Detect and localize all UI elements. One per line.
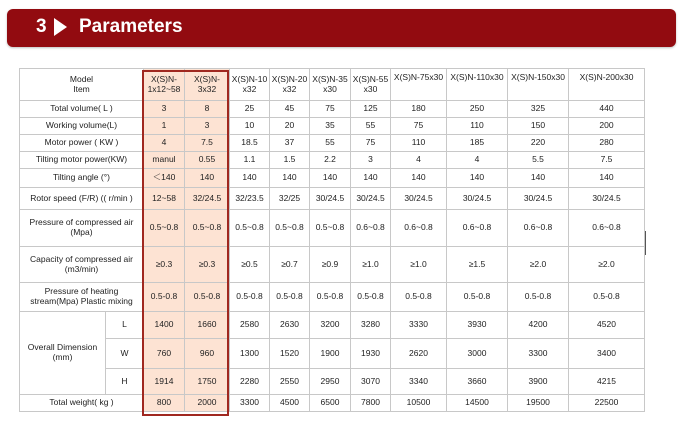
row-label: Pressure of compressed air (Mpa): [20, 210, 144, 247]
table-cell: 30/24.5: [508, 188, 569, 210]
table-cell: 4: [144, 135, 185, 152]
table-cell: 2620: [391, 339, 447, 369]
table-cell: 30/24.5: [447, 188, 508, 210]
table-cell: 0.5-0.8: [230, 283, 270, 312]
model-suffix: x30: [323, 83, 337, 94]
table-cell: 800: [144, 395, 185, 412]
table-cell: ≥0.3: [144, 247, 185, 283]
section-number: 3: [36, 16, 47, 37]
dimension-label: Overall Dimension (mm): [20, 312, 106, 395]
parameters-table: [19, 68, 645, 412]
table-cell: 0.5~0.8: [230, 210, 270, 247]
section-title: Parameters: [79, 16, 183, 37]
table-row: [20, 101, 645, 118]
table-cell: 32/24.5: [185, 188, 230, 210]
table-cell: 1750: [185, 369, 230, 395]
table-cell: 0.5-0.8: [185, 283, 230, 312]
table-cell: 3000: [447, 339, 508, 369]
table-cell: 0.5-0.8: [270, 283, 310, 312]
model-header-cell: [391, 69, 447, 101]
table-cell: ≥1.0: [391, 247, 447, 283]
table-cell: 0.6~0.8: [508, 210, 569, 247]
table-cell: 22500: [569, 395, 645, 412]
table-cell: 0.5-0.8: [447, 283, 508, 312]
table-cell: 1520: [270, 339, 310, 369]
table-cell: 150: [508, 118, 569, 135]
model-header-cell: [569, 69, 645, 101]
table-cell: 4: [447, 152, 508, 169]
table-cell: 7.5: [185, 135, 230, 152]
table-row: [20, 312, 645, 339]
table-cell: 32/23.5: [230, 188, 270, 210]
table-cell: 30/24.5: [310, 188, 351, 210]
model-header-cell: [144, 69, 185, 101]
table-cell: 140: [351, 169, 391, 188]
table-cell: 3660: [447, 369, 508, 395]
header-cell-model-item: [20, 69, 144, 101]
model-header-cell: [351, 69, 391, 101]
table-cell: 960: [185, 339, 230, 369]
table-cell: 4520: [569, 312, 645, 339]
table-cell: 1.5: [270, 152, 310, 169]
row-label: Rotor speed (F/R) (( r/min ): [20, 188, 144, 210]
table-cell: 0.5-0.8: [569, 283, 645, 312]
table-row: [20, 247, 645, 283]
table-cell: 75: [351, 135, 391, 152]
model-suffix: 3x32: [197, 83, 217, 94]
table-cell: 75: [310, 101, 351, 118]
table-cell: 30/24.5: [351, 188, 391, 210]
table-cell: 0.5-0.8: [391, 283, 447, 312]
row-label: Total weight( kg ): [20, 395, 144, 412]
table-cell: ≥1.5: [447, 247, 508, 283]
model-header-cell: [230, 69, 270, 101]
table-cell: 4215: [569, 369, 645, 395]
table-cell: ≥2.0: [569, 247, 645, 283]
table-cell: manul: [144, 152, 185, 169]
table-cell: 0.6~0.8: [351, 210, 391, 247]
table-cell: 3: [185, 118, 230, 135]
table-cell: 18.5: [230, 135, 270, 152]
play-arrow-icon: [54, 18, 67, 36]
model-name: X(S)N-75x30: [393, 72, 444, 82]
row-label: Working volume(L): [20, 118, 144, 135]
table-cell: 280: [569, 135, 645, 152]
table-cell: 1660: [185, 312, 230, 339]
table-cell: 220: [508, 135, 569, 152]
model-header-cell: [447, 69, 508, 101]
dimension-rows: [20, 312, 645, 395]
table-cell: 140: [508, 169, 569, 188]
row-label: Pressure of heating stream(Mpa) Plastic mixing: [20, 283, 144, 312]
table-cell: 0.6~0.8: [391, 210, 447, 247]
table-cell: 25: [230, 101, 270, 118]
table-cell: 180: [391, 101, 447, 118]
table-cell: 1914: [144, 369, 185, 395]
table-cell: 1.1: [230, 152, 270, 169]
table-cell: 125: [351, 101, 391, 118]
model-header-cell: [270, 69, 310, 101]
table-cell: 0.5-0.8: [508, 283, 569, 312]
table-cell: 4: [391, 152, 447, 169]
model-name: X(S)N-55: [352, 73, 389, 84]
table-cell: 7800: [351, 395, 391, 412]
model-suffix: x32: [242, 83, 257, 94]
model-header-cell: [310, 69, 351, 101]
table-cell: 0.5~0.8: [310, 210, 351, 247]
model-name: X(S)N-35: [312, 73, 348, 84]
table-cell: 30/24.5: [391, 188, 447, 210]
table-cell: 325: [508, 101, 569, 118]
table-cell: 3330: [391, 312, 447, 339]
table-cell: 2580: [230, 312, 270, 339]
table-cell: 4500: [270, 395, 310, 412]
model-suffix: 1x12~58: [147, 83, 181, 94]
model-name: X(S)N-: [194, 73, 220, 84]
item-label: Item: [73, 83, 90, 94]
table-row: [20, 339, 645, 369]
model-suffix: x30: [363, 83, 378, 94]
table-cell: 0.5~0.8: [185, 210, 230, 247]
text-cursor: [645, 231, 646, 255]
table-cell: 32/25: [270, 188, 310, 210]
table-cell: 3930: [447, 312, 508, 339]
table-cell: 55: [310, 135, 351, 152]
row-label: Tilting angle (°): [20, 169, 144, 188]
table-row: [20, 152, 645, 169]
table-row: [20, 395, 645, 412]
dimension-axis: W: [106, 339, 144, 369]
model-name: X(S)N-150x30: [511, 72, 565, 82]
model-name: X(S)N-: [151, 73, 177, 84]
table-cell: 140: [447, 169, 508, 188]
table-cell: 37: [270, 135, 310, 152]
table-row: [20, 135, 645, 152]
table-cell: 8: [185, 101, 230, 118]
table-row: [20, 169, 645, 188]
table-cell: 110: [391, 135, 447, 152]
table-cell: 45: [270, 101, 310, 118]
table-cell: 3900: [508, 369, 569, 395]
table-cell: 6500: [310, 395, 351, 412]
table-cell: 140: [310, 169, 351, 188]
table-cell: 3340: [391, 369, 447, 395]
table-cell: 2950: [310, 369, 351, 395]
table-cell: 4200: [508, 312, 569, 339]
dimension-axis: L: [106, 312, 144, 339]
table-cell: 1400: [144, 312, 185, 339]
table-cell: ≥2.0: [508, 247, 569, 283]
table-cell: 440: [569, 101, 645, 118]
model-header-cell: [185, 69, 230, 101]
table-cell: ≥0.9: [310, 247, 351, 283]
table-cell: 7.5: [569, 152, 645, 169]
table-cell: 10500: [391, 395, 447, 412]
table-cell: 0.5-0.8: [351, 283, 391, 312]
table-cell: 35: [310, 118, 351, 135]
table-cell: 200: [569, 118, 645, 135]
table-cell: 20: [270, 118, 310, 135]
table-cell: 2280: [230, 369, 270, 395]
model-suffix: x32: [282, 83, 297, 94]
table-cell: 140: [569, 169, 645, 188]
table-cell: 0.6~0.8: [447, 210, 508, 247]
table-cell: 3400: [569, 339, 645, 369]
model-name: X(S)N-20: [271, 73, 308, 84]
row-label: Motor power ( KW ): [20, 135, 144, 152]
table-cell: 250: [447, 101, 508, 118]
table-cell: 3070: [351, 369, 391, 395]
table-cell: 2630: [270, 312, 310, 339]
model-name: X(S)N-10: [231, 73, 268, 84]
table-cell: 185: [447, 135, 508, 152]
table-cell: 12~58: [144, 188, 185, 210]
row-label: Tilting motor power(KW): [20, 152, 144, 169]
table-cell: ≥0.5: [230, 247, 270, 283]
dimension-axis: H: [106, 369, 144, 395]
model-name: X(S)N-110x30: [450, 72, 504, 82]
model-header-cell: [508, 69, 569, 101]
table-cell: ≥1.0: [351, 247, 391, 283]
table-cell: 5.5: [508, 152, 569, 169]
table-cell: 75: [391, 118, 447, 135]
table-cell: 1: [144, 118, 185, 135]
table-cell: 10: [230, 118, 270, 135]
table-row: [20, 210, 645, 247]
table-cell: 3300: [508, 339, 569, 369]
spec-rows: [20, 101, 645, 312]
table-cell: ≥0.3: [185, 247, 230, 283]
table-row: [20, 118, 645, 135]
table-cell: 1300: [230, 339, 270, 369]
table-cell: 3300: [230, 395, 270, 412]
model-label: Model: [69, 73, 94, 84]
table-cell: 140: [391, 169, 447, 188]
table-cell: 0.6~0.8: [569, 210, 645, 247]
row-label: Total volume( L ): [20, 101, 144, 118]
table-cell: 14500: [447, 395, 508, 412]
table-cell: 3: [351, 152, 391, 169]
table-cell: ＜140: [144, 169, 185, 188]
table-cell: 0.5~0.8: [144, 210, 185, 247]
table-cell: 110: [447, 118, 508, 135]
model-name: X(S)N-200x30: [579, 72, 634, 82]
table-cell: 760: [144, 339, 185, 369]
table-cell: 0.5-0.8: [310, 283, 351, 312]
table-cell: 30/24.5: [569, 188, 645, 210]
table-cell: 1900: [310, 339, 351, 369]
table-cell: 2550: [270, 369, 310, 395]
table-cell: 55: [351, 118, 391, 135]
table-cell: 19500: [508, 395, 569, 412]
table-cell: 3: [144, 101, 185, 118]
table-cell: 140: [270, 169, 310, 188]
table-cell: 0.5-0.8: [144, 283, 185, 312]
table-cell: 0.5~0.8: [270, 210, 310, 247]
table-row: [20, 369, 645, 395]
table-cell: 1930: [351, 339, 391, 369]
row-label: Capacity of compressed air (m3/min): [20, 247, 144, 283]
table-row: [20, 283, 645, 312]
table-row: [20, 188, 645, 210]
table-cell: 0.55: [185, 152, 230, 169]
table-cell: 2.2: [310, 152, 351, 169]
table-cell: 140: [230, 169, 270, 188]
table-cell: ≥0.7: [270, 247, 310, 283]
section-banner: [7, 9, 676, 47]
table-cell: 140: [185, 169, 230, 188]
table-cell: 3280: [351, 312, 391, 339]
table-cell: 2000: [185, 395, 230, 412]
table-cell: 3200: [310, 312, 351, 339]
table-header-row: [20, 69, 645, 101]
